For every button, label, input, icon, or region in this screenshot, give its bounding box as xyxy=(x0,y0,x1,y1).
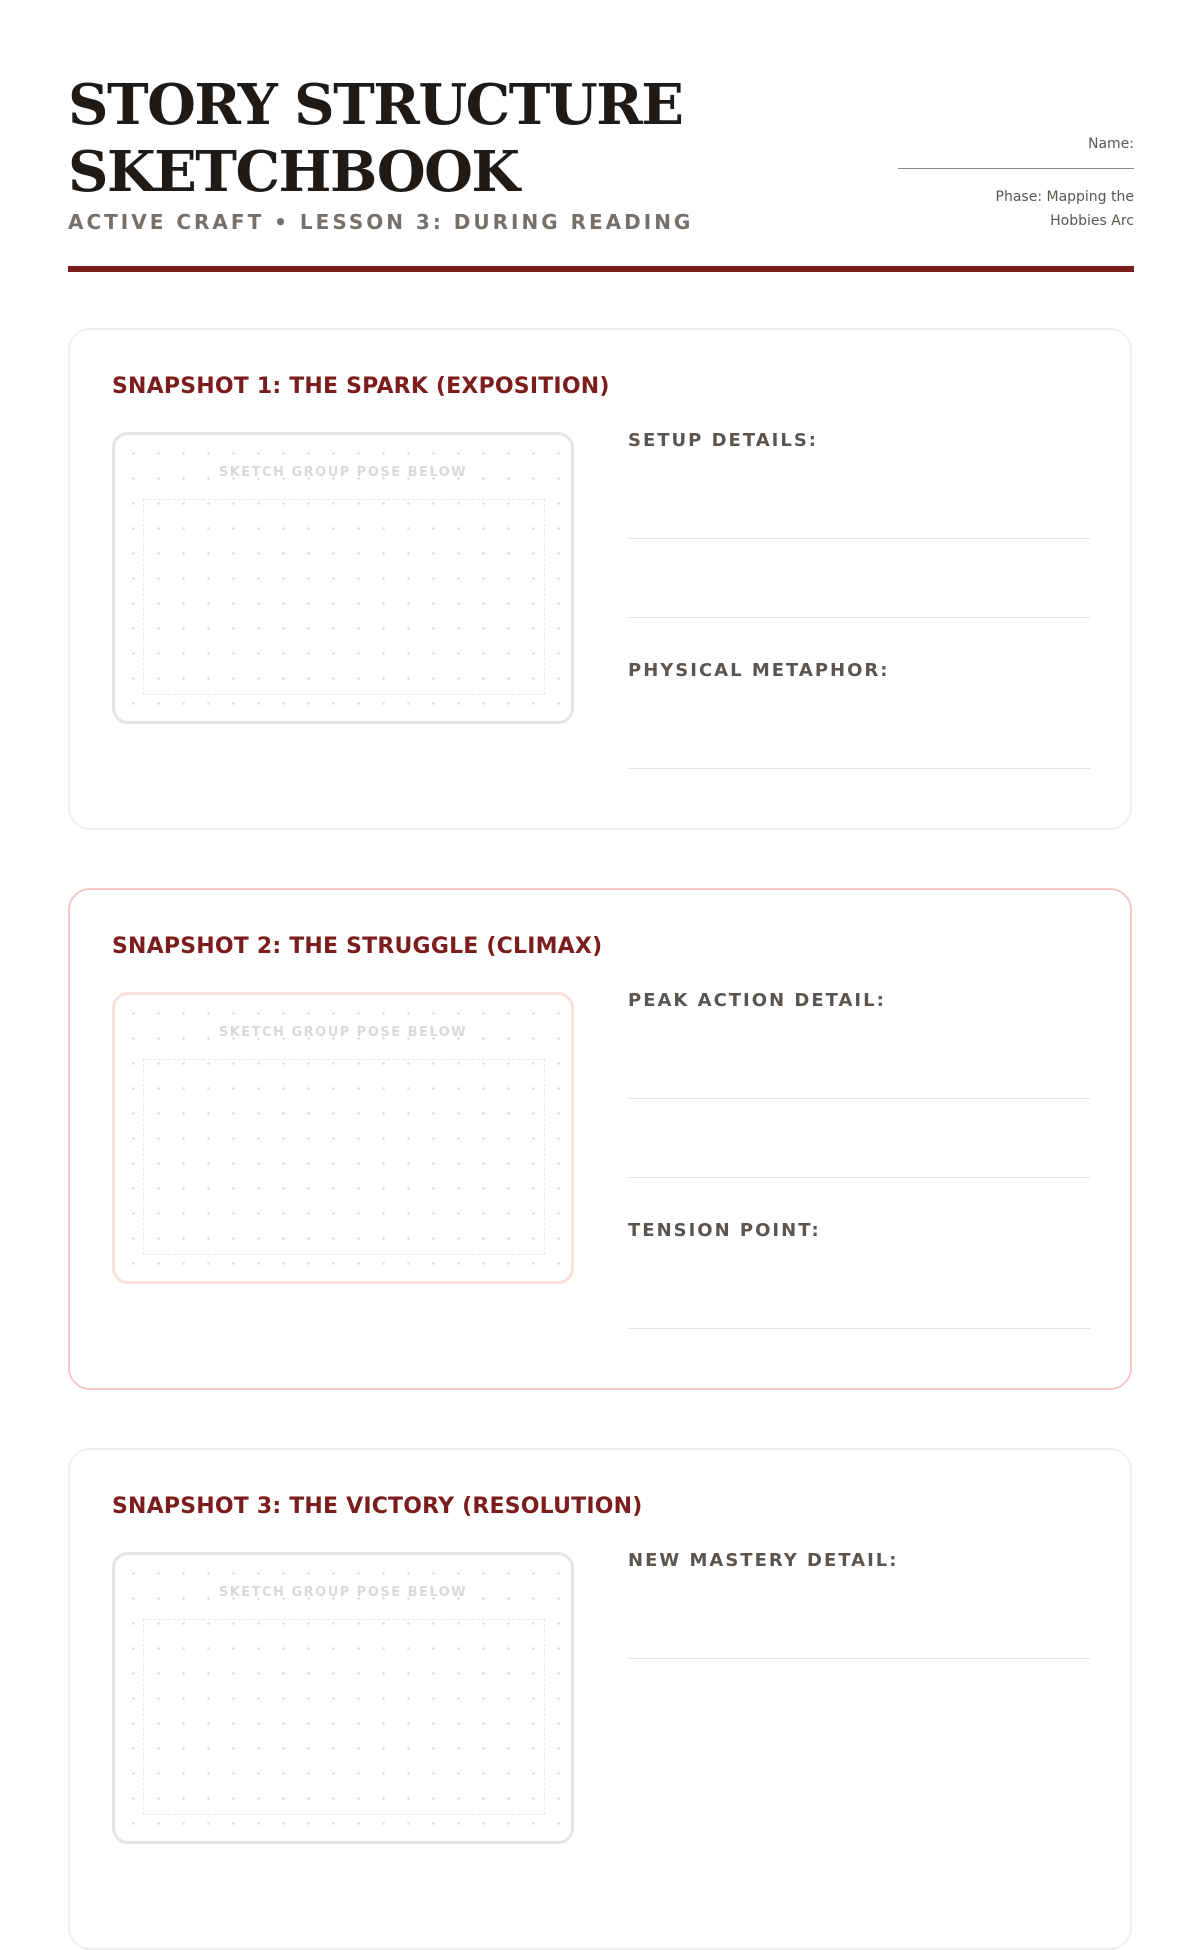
sketch-label: SKETCH GROUP POSE BELOW xyxy=(218,1585,468,1600)
snapshot-card-1 xyxy=(68,328,1132,830)
worksheet-header xyxy=(68,72,1134,272)
sketch-area[interactable] xyxy=(112,1552,574,1844)
header-divider xyxy=(68,266,1134,272)
snapshot-title: SNAPSHOT 2: THE STRUGGLE (CLIMAX) xyxy=(112,934,603,959)
name-label: Name: xyxy=(1087,136,1134,152)
title-line-2: SKETCHBOOK xyxy=(68,139,519,205)
page-title xyxy=(68,72,768,206)
sketch-frame xyxy=(143,1619,545,1815)
sketch-label: SKETCH GROUP POSE BELOW xyxy=(218,465,468,480)
write-line[interactable] xyxy=(628,1328,1090,1329)
write-line[interactable] xyxy=(628,538,1090,539)
write-line[interactable] xyxy=(628,1177,1090,1178)
write-line[interactable] xyxy=(628,768,1090,769)
snapshot-card-2 xyxy=(68,888,1132,1390)
write-line[interactable] xyxy=(628,1658,1090,1659)
lesson-subtitle: ACTIVE CRAFT • LESSON 3: DURING READING xyxy=(68,210,694,234)
write-line[interactable] xyxy=(628,1098,1090,1099)
snapshot-fields xyxy=(628,990,1090,1329)
sketch-frame xyxy=(143,499,545,695)
field-label-physical-metaphor: PHYSICAL METAPHOR: xyxy=(628,660,890,681)
field-label-setup-details: SETUP DETAILS: xyxy=(628,430,818,451)
field-label-tension-point: TENSION POINT: xyxy=(628,1220,821,1241)
name-write-line[interactable] xyxy=(898,168,1134,169)
sketch-area[interactable] xyxy=(112,432,574,724)
snapshot-title: SNAPSHOT 1: THE SPARK (EXPOSITION) xyxy=(112,374,610,399)
student-meta xyxy=(898,136,1134,233)
sketch-label: SKETCH GROUP POSE BELOW xyxy=(218,1025,468,1040)
snapshot-fields xyxy=(628,430,1090,769)
snapshot-fields xyxy=(628,1550,1090,1659)
sketch-frame xyxy=(143,1059,545,1255)
snapshot-card-3 xyxy=(68,1448,1132,1950)
sketch-area[interactable] xyxy=(112,992,574,1284)
title-line-1: STORY STRUCTURE xyxy=(68,72,683,138)
write-line[interactable] xyxy=(628,617,1090,618)
snapshot-title: SNAPSHOT 3: THE VICTORY (RESOLUTION) xyxy=(112,1494,643,1519)
phase-label: Phase: Mapping the Hobbies Arc xyxy=(995,189,1134,229)
field-label-peak-action-detail: PEAK ACTION DETAIL: xyxy=(628,990,886,1011)
field-label-new-mastery-detail: NEW MASTERY DETAIL: xyxy=(628,1550,899,1571)
